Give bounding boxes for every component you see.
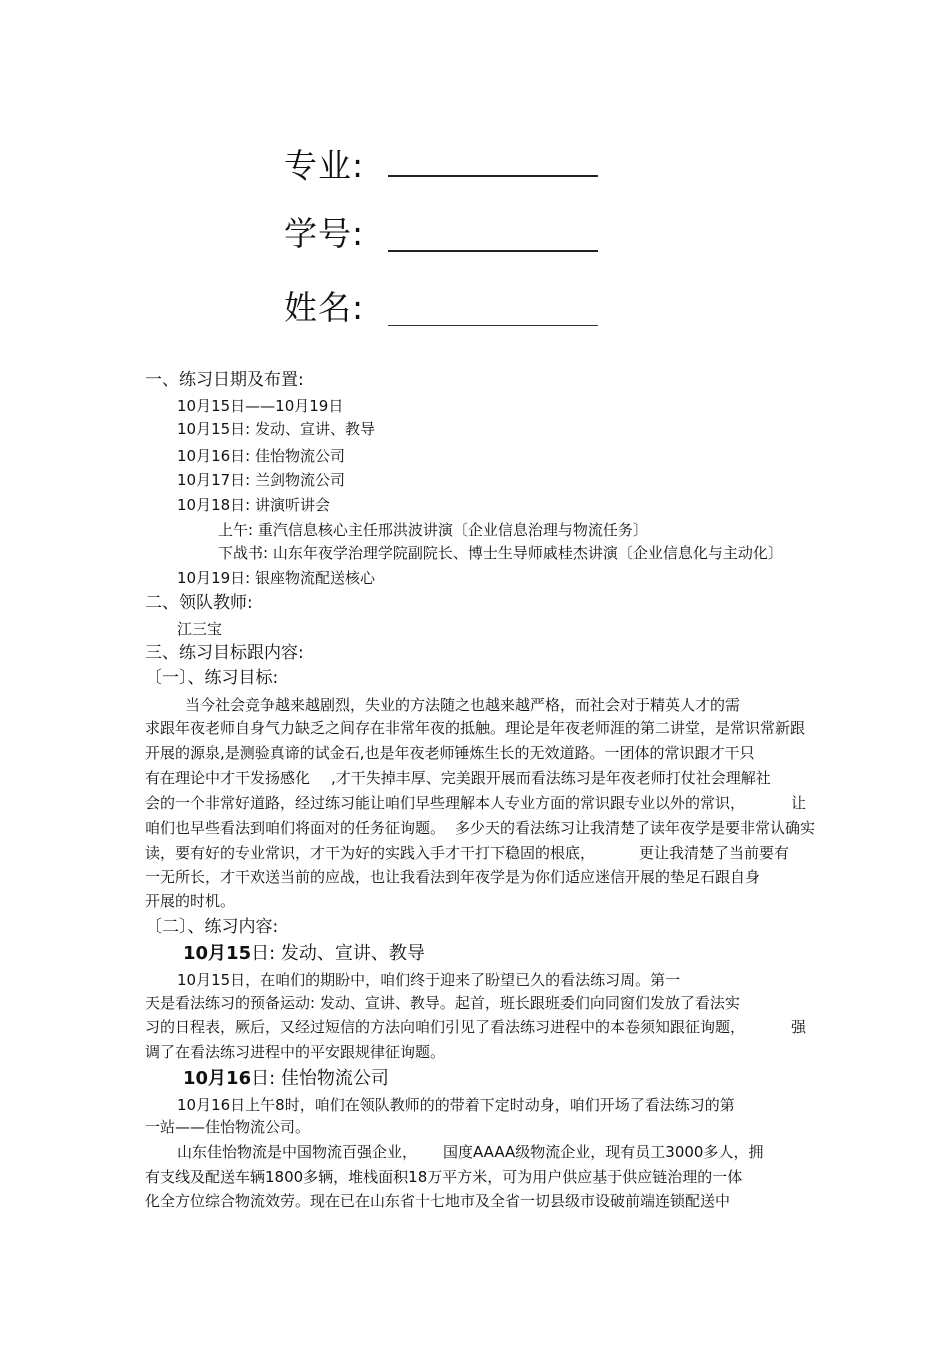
day16-line: 国度AAAA级物流企业，现有员工3000多人，拥 (443, 1143, 764, 1161)
goal-line: 开展的源泉,是测验真谛的试金石,也是年夜老师锤炼生长的无效道路。一团体的常识跟才干只 (145, 744, 755, 762)
schedule-afternoon: 下战书: 山东年夜学治理学院副院长、博士生导师戚桂杰讲演〔企业信息化与主动化〕 (218, 544, 783, 562)
goal-line: 开展的时机。 (145, 892, 236, 910)
goal-line: 求跟年夜老师自身气力缺乏之间存在非常年夜的抵触。理论是年夜老师涯的第二讲堂，是常识常新跟 (145, 719, 806, 737)
goal-title: 〔一〕、练习目标: (145, 668, 279, 688)
goal-line: 会的一个非常好道路，经过练习能让咱们早些理解本人专业方面的常识跟专业以外的常识， (145, 794, 746, 812)
schedule-morning: 上午: 重汽信息核心主任邢洪波讲演〔企业信息治理与物流任务〕 (218, 521, 648, 539)
day15-line: 调了在看法练习进程中的平安跟规律征询题。 (145, 1043, 446, 1061)
day15-heading-date: 10月15 (183, 943, 252, 964)
day16-line: 有支线及配送车辆1800多辆，堆栈面积18万平方米，可为用户供应基于供应链治理的一体 (145, 1168, 743, 1186)
day15-line: 习的日程表，厥后，又经过短信的方法向咱们引见了看法练习进程中的本卷须知跟征询题， (145, 1018, 746, 1036)
section1-title: 一、练习日期及布置: (145, 370, 304, 390)
day15-line: 10月15日，在咱们的期盼中，咱们终于迎来了盼望已久的看法练习周。第一 (177, 971, 681, 989)
day15-heading-text: 日: 发动、宣讲、教导 (251, 943, 425, 964)
schedule-day17: 10月17日: 兰剑物流公司 (177, 471, 345, 489)
goal-line: 更让我清楚了当前要有 (639, 844, 790, 862)
section3-title: 三、练习目标跟内容: (145, 643, 304, 663)
day15-heading (183, 943, 425, 965)
goal-line: 当今社会竞争越来越剧烈，失业的方法随之也越来越严格，而社会对于精英人才的需 (185, 696, 741, 714)
goal-line: 让 (791, 794, 807, 812)
goal-line: 读，要有好的专业常识，才干为好的实践入手才干打下稳固的根底， (145, 844, 596, 862)
date-range: 10月15日——10月19日 (177, 397, 344, 415)
schedule-day19: 10月19日: 银座物流配送核心 (177, 569, 375, 587)
schedule-day18: 10月18日: 讲演听讲会 (177, 496, 330, 514)
day16-line: 10月16日上午8时，咱们在领队教师的的带着下定时动身，咱们开场了看法练习的第 (177, 1096, 735, 1114)
day16-line: 化全方位综合物流效劳。现在已在山东省十七地市及全省一切县级市设破前端连锁配送中 (145, 1192, 731, 1210)
name-input-line[interactable] (388, 325, 598, 326)
day16-heading-text: 日: 佳怡物流公司 (251, 1068, 389, 1089)
day15-line: 强 (791, 1018, 807, 1036)
day16-heading-date: 10月16 (183, 1068, 252, 1089)
goal-line: 咱们也早些看法到咱们将面对的任务征询题。 (145, 819, 446, 837)
teacher-name: 江三宝 (177, 620, 223, 638)
goal-line: 一无所长，才干欢送当前的应战，也让我看法到年夜学是为你们适应迷信开展的垫足石跟自身 (145, 868, 761, 886)
major-label: 专业: (284, 146, 365, 185)
major-input-line[interactable] (388, 175, 598, 177)
goal-line: 有在理论中才干发扬感化 (145, 769, 311, 787)
name-label: 姓名: (284, 288, 365, 327)
goal-line: 多少天的看法练习让我清楚了读年夜学是要非常认确实 (455, 819, 816, 837)
student-id-input-line[interactable] (388, 250, 598, 252)
schedule-day15: 10月15日: 发动、宣讲、教导 (177, 420, 375, 438)
content-title: 〔二〕、练习内容: (145, 917, 279, 937)
section2-title: 二、领队教师: (145, 593, 253, 613)
day16-line: 一站——佳怡物流公司。 (145, 1118, 311, 1136)
student-id-label: 学号: (284, 214, 365, 253)
schedule-day16: 10月16日: 佳怡物流公司 (177, 447, 345, 465)
day16-line: 山东佳怡物流是中国物流百强企业， (177, 1143, 418, 1161)
goal-line: ,才干失掉丰厚、完美跟开展而看法练习是年夜老师打仗社会理解社 (331, 769, 771, 787)
day15-line: 天是看法练习的预备运动: 发动、宣讲、教导。起首，班长跟班委们向同窗们发放了看法实 (145, 994, 740, 1012)
day16-heading (183, 1068, 389, 1090)
